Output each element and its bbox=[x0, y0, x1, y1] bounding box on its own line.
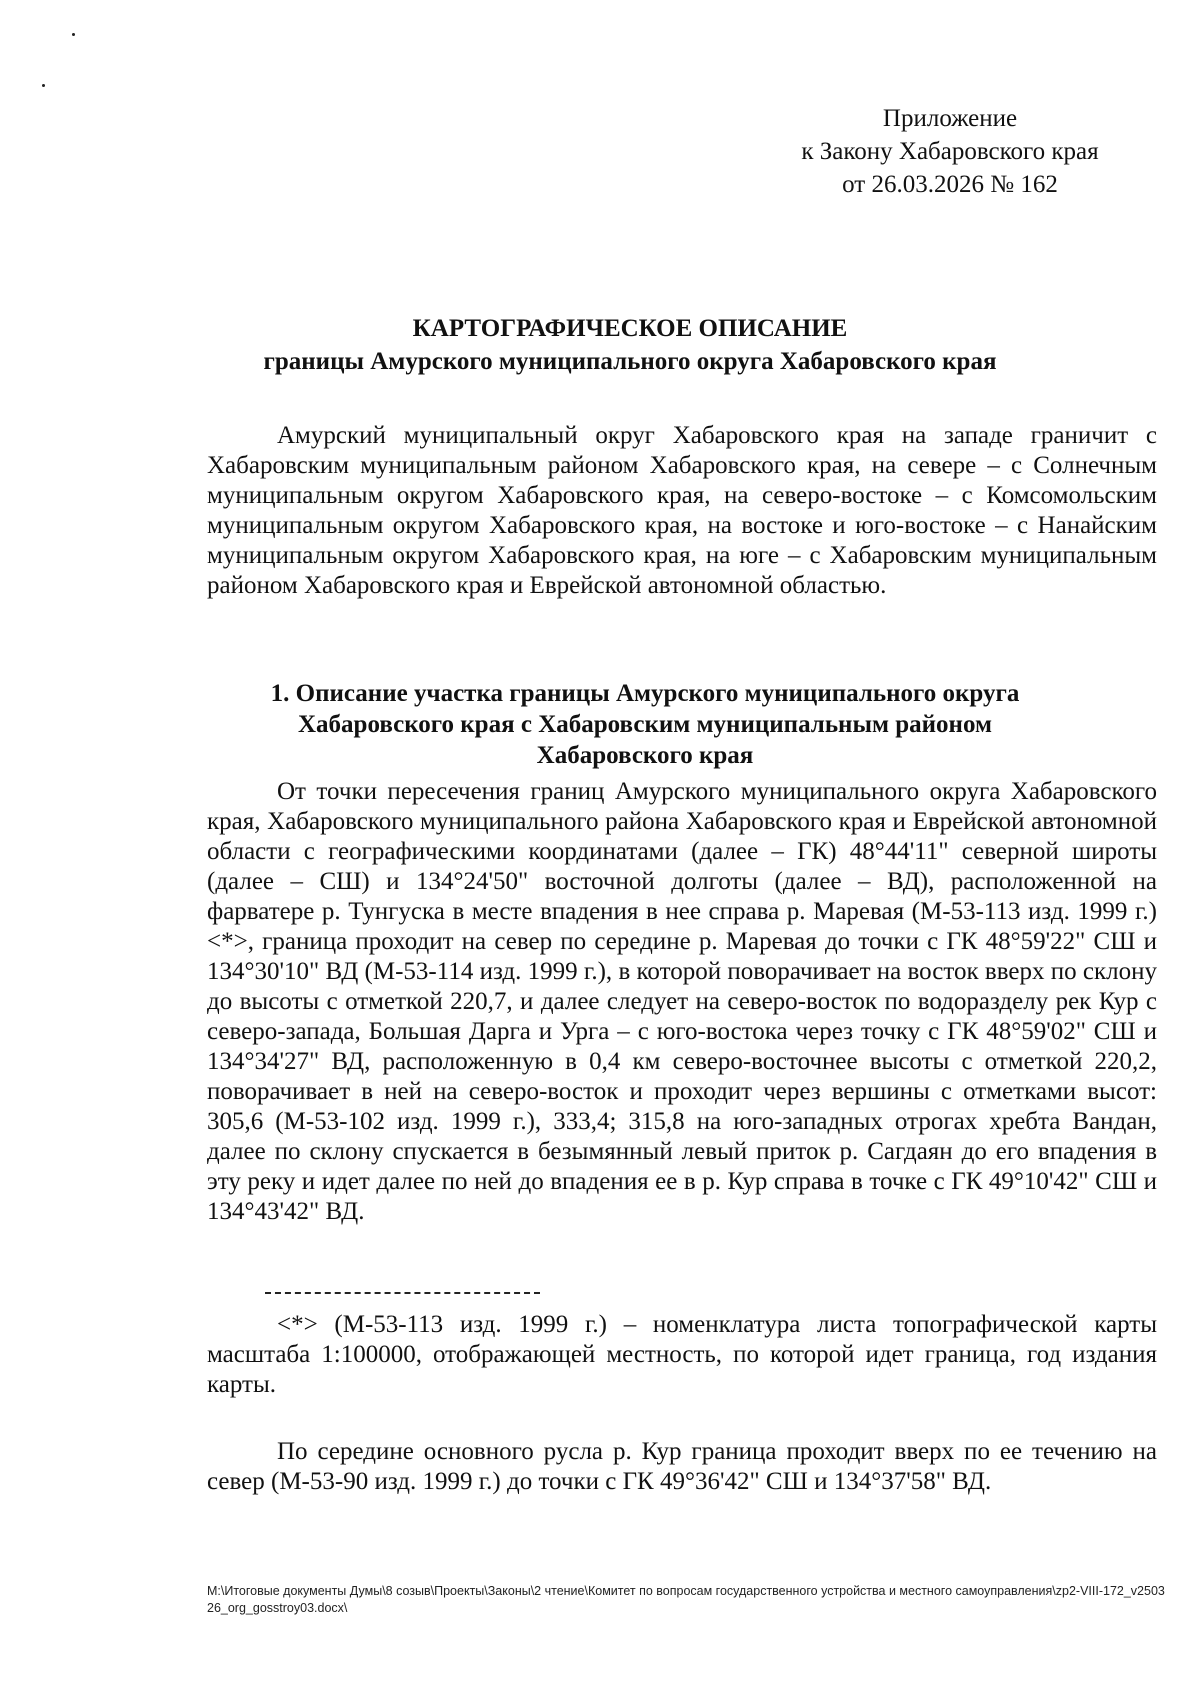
section-1-heading-line: 1. Описание участка границы Амурского муниципального округа bbox=[270, 680, 1020, 707]
section-1-heading-line: Хабаровского края bbox=[536, 742, 754, 769]
section-1-paragraph: От точки пересечения границ Амурского муниципального округа Хабаровского края, Хабаровского муниципального района Хабаровского края и Еврейской автономной области с географическими координатами (далее – ГК) 48°44'11" северной широты (далее – СШ) и 134°24'50" восточной долготы (далее – ВД), расположенной на фарватере р. Тунгуска в месте впадения в нее справа р. Маревая (М-53-113 изд. 1999 г.) <*>, граница проходит на север по середине р. Маревая до точки с ГК 48°59'22" СШ и 134°30'10" ВД (М-53-114 изд. 1999 г.), в которой поворачивает на восток вверх по склону до высоты с отметкой 220,7, и далее следует на северо-восток по водоразделу рек Кур с северо-запада, Большая Дарга и Урга – с юго-востока через точку с ГК 48°59'02" СШ и 134°34'27" ВД, расположенную в 0,4 км северо-восточнее высоты с отметкой 220,2, поворачивает в ней на северо-восток и проходит через вершины с отметками высот: 305,6 (М-53-102 изд. 1999 г.), 333,4; 315,8 на юго-западных отрогах хребта Вандан, далее по склону спускается в безымянный левый приток р. Сагдаян до его впадения в эту реку и идет далее по ней до впадения ее в р. Кур справа в точке с ГК 49°10'42" СШ и 134°43'42" ВД. bbox=[207, 778, 1157, 1225]
title-main: КАРТОГРАФИЧЕСКОЕ ОПИСАНИЕ bbox=[412, 315, 848, 342]
appendix-label: Приложение bbox=[882, 105, 1018, 132]
appendix-date-number: от 26.03.2026 № 162 bbox=[842, 171, 1058, 198]
file-path-footer: M:\Итоговые документы Думы\8 созыв\Проекты\Законы\2 чтение\Комитет по вопросам государственного устройства и местного самоуправления\zp2-VIII-172_v250326_org_gosstroy03.docx\ bbox=[207, 1584, 1165, 1615]
footnote-text: <*> (М-53-113 изд. 1999 г.) – номенклатура листа топографической карты масштаба 1:100000, отображающей местность, по которой идет граница, год издания карты. bbox=[207, 1311, 1157, 1398]
appendix-law-ref: к Закону Хабаровского края bbox=[801, 138, 1099, 165]
section-1-heading-line: Хабаровского края с Хабаровским муниципальным районом bbox=[297, 711, 993, 738]
title-subtitle: границы Амурского муниципального округа Хабаровского края bbox=[263, 348, 997, 375]
intro-paragraph: Амурский муниципальный округ Хабаровского края на западе граничит с Хабаровским муниципальным районом Хабаровского края, на севере – с Солнечным муниципальным округом Хабаровского края, на северо-востоке – с Комсомольским муниципальным округом Хабаровского края, на востоке и юго-востоке – с Нанайским муниципальным округом Хабаровского края, на юге – с Хабаровским муниципальным районом Хабаровского края и Еврейской автономной областью. bbox=[207, 422, 1157, 599]
scan-speck bbox=[72, 33, 75, 36]
scan-speck bbox=[42, 84, 45, 87]
document-title bbox=[200, 312, 1060, 378]
boundary-paragraph-2: По середине основного русла р. Кур граница проходит вверх по ее течению на север (М-53-90 изд. 1999 г.) до точки с ГК 49°36'42" СШ и 134°37'58" ВД. bbox=[207, 1438, 1157, 1495]
appendix-header bbox=[760, 102, 1140, 201]
section-1-heading bbox=[220, 678, 1070, 771]
footnote-separator bbox=[265, 1292, 540, 1294]
